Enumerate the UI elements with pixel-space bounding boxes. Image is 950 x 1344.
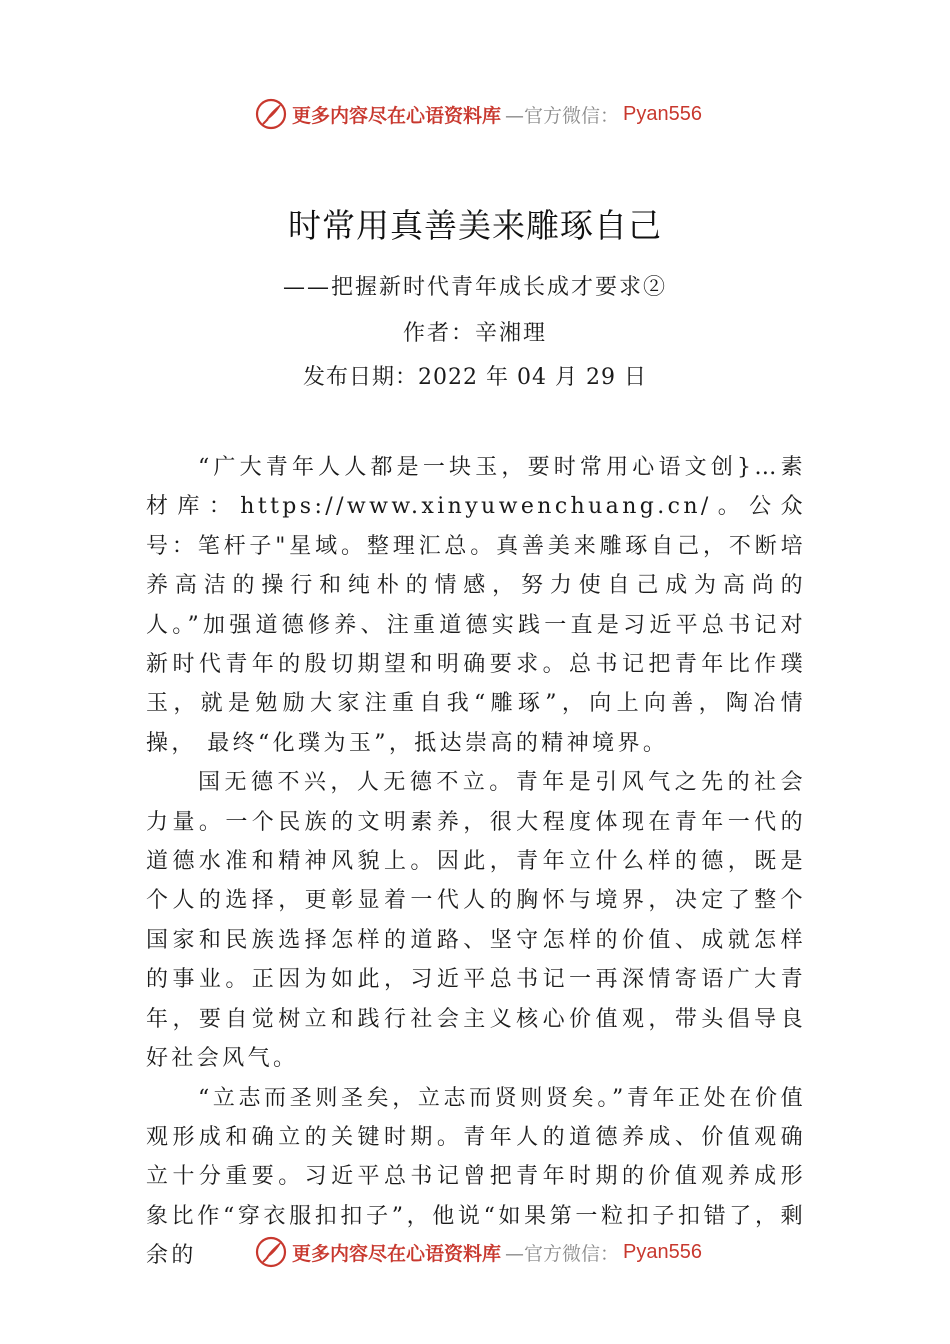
banner-wechat-label: —官方微信： bbox=[505, 104, 620, 127]
banner-wechat-id: Pyan556 bbox=[623, 102, 702, 125]
document-subtitle: ——把握新时代青年成长成才要求② bbox=[282, 275, 667, 300]
paragraph: “广大青年人人都是一块玉，要时常用心语文创}…素材库：https://www.xinyuwenchuang.cn/。公众号：笔杆子"星域。整理汇总。真善美来雕琢自己，不断培养高洁的操行和纯朴的情感，努力使自己成为高尚的人。”加强道德修养、注重道德实践一直是习近平总书记对新时代青年的殷切期望和明确要求。总书记把青年比作璞玉，就是勉励大家注重自我“雕琢”，向上向善，陶冶情操， 最终“化璞为玉”，抵达崇高的精神境界。 bbox=[146, 455, 806, 756]
banner-content bbox=[254, 97, 702, 131]
article-body bbox=[146, 448, 806, 1276]
paragraph: “立志而圣则圣矣，立志而贤则贤矣。”青年正处在价值观形成和确立的关键时期。青年人的道德养成、价值观确立十分重要。习近平总书记曾把青年时期的价值观养成形象比作“穿衣服扣扣子”，他说“如果第一粒扣子扣错了，剩余的 bbox=[146, 1085, 806, 1269]
banner-site-text: 更多内容尽在心语资料库 bbox=[292, 104, 502, 127]
banner-wechat-label: —官方微信： bbox=[505, 1242, 620, 1265]
footer-banner bbox=[0, 1232, 950, 1272]
document-title: 时常用真善美来雕琢自己 bbox=[288, 206, 662, 245]
paragraph: 国无德不兴，人无德不立。青年是引风气之先的社会力量。一个民族的文明素养，很大程度体现在青年一代的道德水准和精神风貌上。因此，青年立什么样的德，既是个人的选择，更彰显着一代人的胸怀与境界，决定了整个国家和民族选择怎样的道路、坚守怎样的价值、成就怎样的事业。正因为如此，习近平总书记一再深情寄语广大青年，要自觉树立和践行社会主义核心价值观，带头倡导良好社会风气。 bbox=[146, 770, 806, 1072]
banner-site-text: 更多内容尽在心语资料库 bbox=[292, 1242, 502, 1265]
quill-logo-icon bbox=[254, 1235, 288, 1269]
document-author: 作者：辛湘理 bbox=[402, 321, 547, 346]
banner-wechat-id: Pyan556 bbox=[623, 1240, 702, 1263]
quill-logo-icon bbox=[254, 97, 288, 131]
header-banner bbox=[0, 94, 950, 134]
banner-content bbox=[254, 1235, 702, 1269]
publish-date: 发布日期：2022 年 04 月 29 日 bbox=[303, 365, 647, 390]
